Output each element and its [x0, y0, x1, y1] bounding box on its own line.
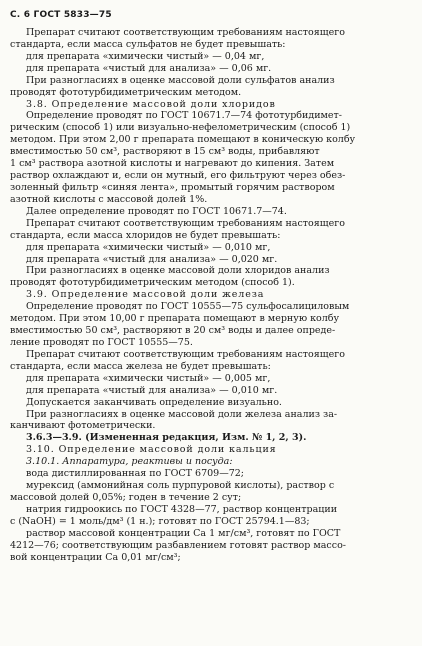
text-line: канчивают фотометрически. — [10, 420, 156, 432]
subsection-heading: 3.10.1. Аппаратура, реактивы и посуда: — [26, 456, 233, 468]
text-line: массовой долей 0,05%; годен в течение 2 сут; — [10, 491, 242, 503]
text-line: 1 см³ раствора азотной кислоты и нагревают до кипения. Затем — [10, 158, 335, 170]
list-item: натрия гидроокись по ГОСТ 4328—77, раствор концентрации — [26, 503, 338, 515]
list-item: раствор массовой концентрации Са 1 мг/см³, готовят по ГОСТ — [26, 527, 341, 539]
list-item: для препарата «чистый для анализа» — 0,010 мг. — [26, 384, 278, 396]
page-header: С. 6 ГОСТ 5833—75 — [10, 10, 112, 20]
text-line: стандарта, если масса железа не будет превышать: — [10, 360, 271, 372]
text-line: азотной кислоты с массовой долей 1%. — [10, 193, 208, 205]
text-line: золенный фильтр «синяя лента», промытый горячим раствором — [10, 181, 335, 193]
list-item: для препарата «химически чистый» — 0,04 мг, — [26, 50, 265, 62]
text-line: 4212—76; соответствующим разбавлением готовят раствор массо- — [10, 539, 346, 551]
text-line: При разногласиях в оценке массовой доли хлоридов анализ — [26, 265, 330, 277]
text-line: вой концентрации Са 0,01 мг/см³; — [10, 551, 181, 563]
list-item: для препарата «химически чистый» — 0,010 мг, — [26, 241, 271, 253]
text-line: Препарат считают соответствующим требованиям настоящего — [26, 348, 345, 360]
list-item: вода дистиллированная по ГОСТ 6709—72; — [26, 468, 244, 480]
text-line: Далее определение проводят по ГОСТ 10671.7—74. — [26, 205, 287, 217]
list-item: для препарата «чистый для анализа» — 0,020 мг. — [26, 253, 278, 265]
document-body — [10, 27, 412, 563]
text-line: проводят фототурбидиметрическим методом (способ 1). — [10, 277, 295, 289]
text-line: Определение проводят по ГОСТ 10555—75 сульфосалициловым — [26, 301, 350, 313]
text-line: стандарта, если масса хлоридов не будет превышать: — [10, 229, 281, 241]
text-line: с (NaOH) = 1 моль/дм³ (1 н.); готовят по ГОСТ 25794.1—83; — [10, 515, 310, 527]
text-line: раствор охлаждают и, если он мутный, его фильтруют через обез- — [10, 170, 346, 182]
text-line: Препарат считают соответствующим требованиям настоящего — [26, 27, 345, 38]
text-line: Допускается заканчивать определение визуально. — [26, 396, 282, 408]
text-line: ление проводят по ГОСТ 10555—75. — [10, 336, 193, 348]
section-heading: 3.8. Определение массовой доли хлоридов — [26, 98, 276, 110]
text-line: методом. При этом 2,00 г препарата помещают в коническую колбу — [10, 134, 356, 146]
text-line: При разногласиях в оценке массовой доли железа анализ за- — [26, 408, 338, 420]
text-line: вместимостью 50 см³, растворяют в 15 см³ воды, прибавляют — [10, 146, 320, 158]
text-line: стандарта, если масса сульфатов не будет превышать: — [10, 38, 286, 50]
text-line: вместимостью 50 см³, растворяют в 20 см³ воды и далее опреде- — [10, 325, 336, 337]
section-heading: 3.10. Определение массовой доли кальция — [26, 444, 277, 456]
text-line: проводят фототурбидиметрическим методом. — [10, 86, 242, 98]
text-line: методом. При этом 10,00 г препарата помещают в мерную колбу — [10, 313, 340, 325]
list-item: для препарата «химически чистый» — 0,005 мг, — [26, 372, 271, 384]
amendment-note: 3.6.3—3.9. (Измененная редакция, Изм. № 1, 2, 3). — [26, 432, 307, 444]
text-line: Препарат считают соответствующим требованиям настоящего — [26, 217, 345, 229]
document-page — [10, 10, 412, 563]
section-heading: 3.9. Определение массовой доли железа — [26, 289, 265, 301]
list-item: для препарата «чистый для анализа» — 0,06 мг. — [26, 62, 272, 74]
text-line: рическим (способ 1) или визуально-нефелометрическим (способ 1) — [10, 122, 351, 134]
text-line: При разногласиях в оценке массовой доли сульфатов анализ — [26, 74, 335, 86]
list-item: мурексид (аммонийная соль пурпуровой кислоты), раствор с — [26, 480, 335, 492]
text-line: Определение проводят по ГОСТ 10671.7—74 фототурбидимет- — [26, 110, 343, 122]
